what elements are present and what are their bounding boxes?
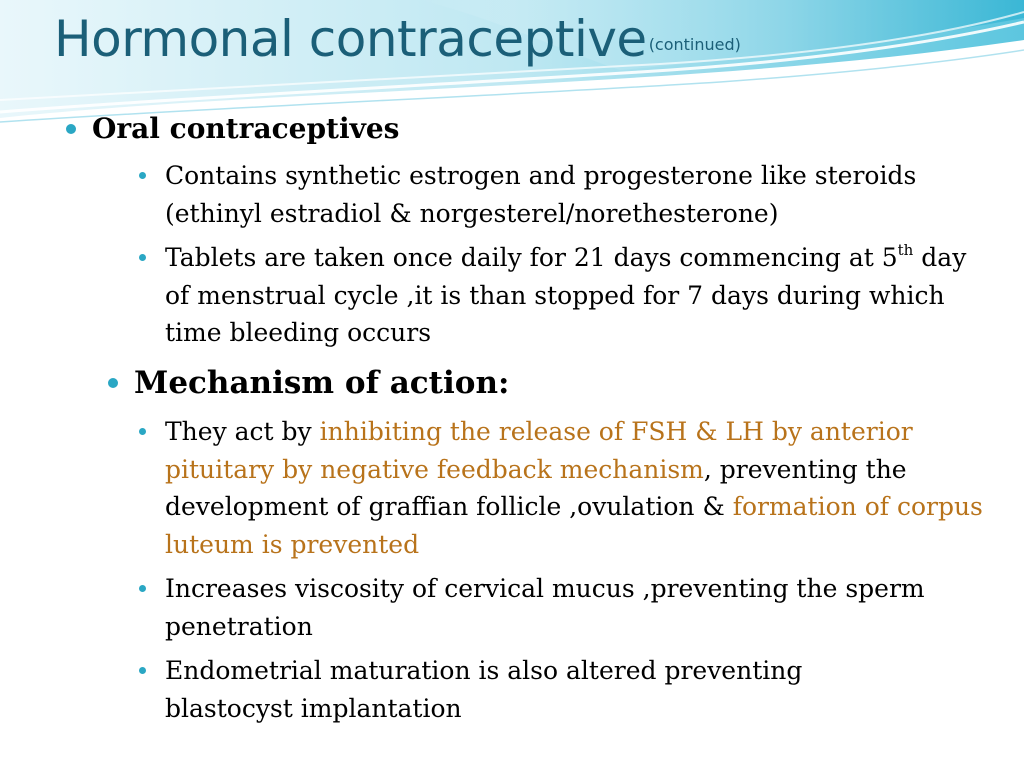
heading-oral-contraceptives: Oral contraceptives [92,112,400,145]
mechanism-text-middle: , preventing the development of graffian follicle ,ovulation & [165,454,907,521]
mechanism-bullet-hormones [165,413,985,563]
bullet-icon [108,378,118,388]
title-suffix: (continued) [648,35,741,54]
slide-title [54,10,741,68]
dosage-superscript: th [897,241,914,259]
mechanism-bullet-endometrial: Endometrial maturation is also altered preventing blastocyst implantation [165,656,803,723]
oral-bullet-composition: Contains synthetic estrogen and progesterone like steroids (ethinyl estradiol & norgesterel/norethesterone) [165,161,917,228]
heading-mechanism-of-action: Mechanism of action: [134,365,510,401]
dosage-text: Tablets are taken once daily for 21 days commencing at 5 [165,243,898,272]
mechanism-highlight-corpus-luteum: formation of corpus luteum is prevented [165,492,983,559]
bullet-icon [139,585,146,592]
mechanism-highlight-fsh-lh: inhibiting the release of FSH & LH by anterior pituitary by negative feedback mechanism [165,417,913,484]
bullet-icon [139,667,146,674]
dosage-text-rest: day of menstrual cycle ,it is than stopped for 7 days during which time bleeding occurs [165,243,967,347]
mechanism-text: They act by [165,417,320,446]
title-text: Hormonal contraceptive [54,10,647,68]
bullet-icon [139,172,146,179]
bullet-icon [139,428,146,435]
oral-bullet-dosage [165,239,995,352]
bullet-icon [139,254,146,261]
bullet-icon [66,124,76,134]
mechanism-bullet-cervical-mucus: Increases viscosity of cervical mucus ,preventing the sperm penetration [165,574,925,641]
